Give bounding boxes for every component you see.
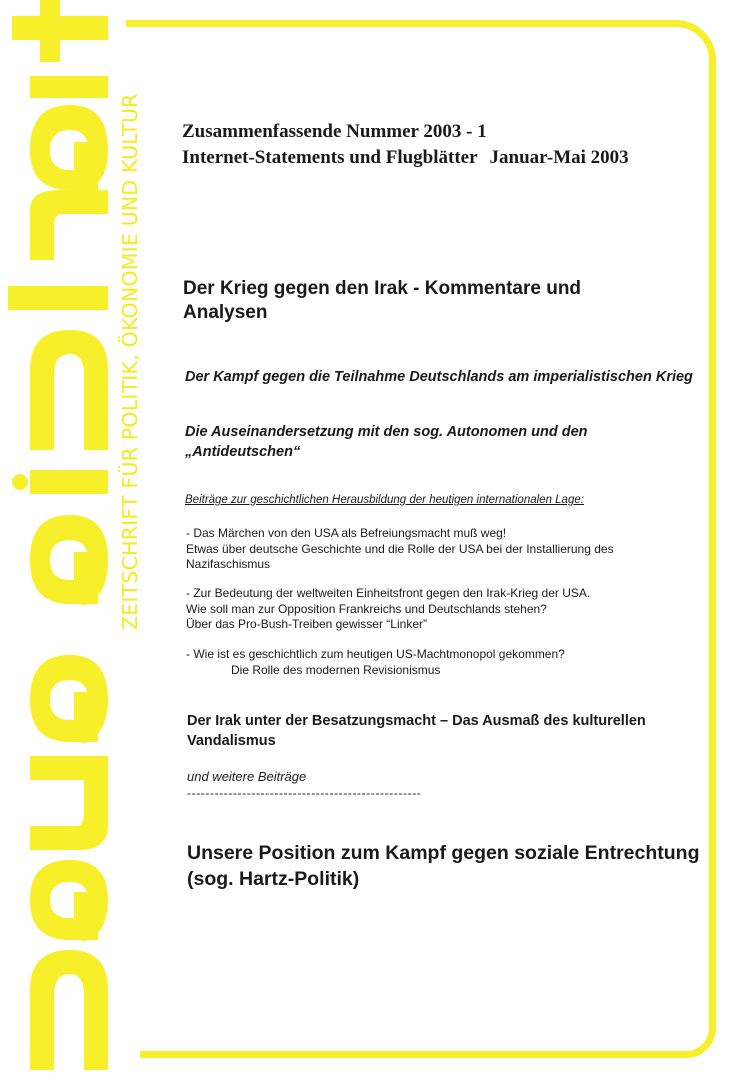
history-item-1-line1: - Das Märchen von den USA als Befreiungsmacht muß weg! (186, 526, 507, 540)
subhead-germany: Der Kampf gegen die Teilnahme Deutschlands am imperialistischen Krieg (185, 369, 693, 385)
history-item-2 (186, 586, 590, 633)
history-item-1 (186, 526, 614, 573)
history-item-2-line2: Wie soll man zur Opposition Frankreichs und Deutschlands stehen? (186, 601, 547, 616)
issue-number: Zusammenfassende Nummer 2003 - 1 (182, 121, 487, 142)
history-item-2-line1: - Zur Bedeutung der weltweiten Einheitsfront gegen den Irak-Krieg der USA. (186, 586, 591, 600)
issue-subtitle-line (182, 145, 629, 171)
history-item-3-line1: - Wie ist es geschichtlich zum heutigen US-Machtmonopol gekommen? (186, 647, 565, 661)
history-item-1-line3: Nazifaschismus (186, 557, 271, 571)
frame-corner (126, 20, 140, 27)
issue-header (182, 119, 629, 171)
neue-einheit-logo (0, 0, 112, 1080)
more-contributions: und weitere Beiträge (187, 769, 307, 784)
occupation-heading: Der Irak unter der Besatzungsmacht – Das Ausmaß des kulturellen Vandalismus (187, 713, 646, 749)
dashed-divider: --------------------------------------------------- (187, 786, 422, 800)
issue-subtitle: Internet-Statements und Flugblätter (182, 147, 478, 168)
history-item-2-line3: Über das Pro-Bush-Treiben gewisser “Linker” (186, 617, 427, 631)
history-item-1-line2: Etwas über deutsche Geschichte und die Rolle der USA bei der Installierung des (186, 541, 614, 556)
history-item-3-line2: Die Rolle des modernen Revisionismus (231, 662, 441, 677)
subhead-autonome: Die Auseinandersetzung mit den sog. Autonomen und den „Antideutschen“ (185, 424, 588, 460)
final-headline: Unsere Position zum Kampf gegen soziale Entrechtung (sog. Hartz-Politik) (187, 842, 700, 890)
history-heading: Beiträge zur geschichtlichen Herausbildung der heutigen internationalen Lage: (185, 494, 584, 506)
main-headline: Der Krieg gegen den Irak - Kommentare und Analysen (183, 278, 582, 323)
tagline-vertical: ZEITSCHRIFT FÜR POLITIK, ÖKONOMIE UND KULTUR (118, 93, 142, 630)
issue-date-range: Januar-Mai 2003 (489, 147, 629, 168)
history-item-3 (186, 647, 565, 678)
